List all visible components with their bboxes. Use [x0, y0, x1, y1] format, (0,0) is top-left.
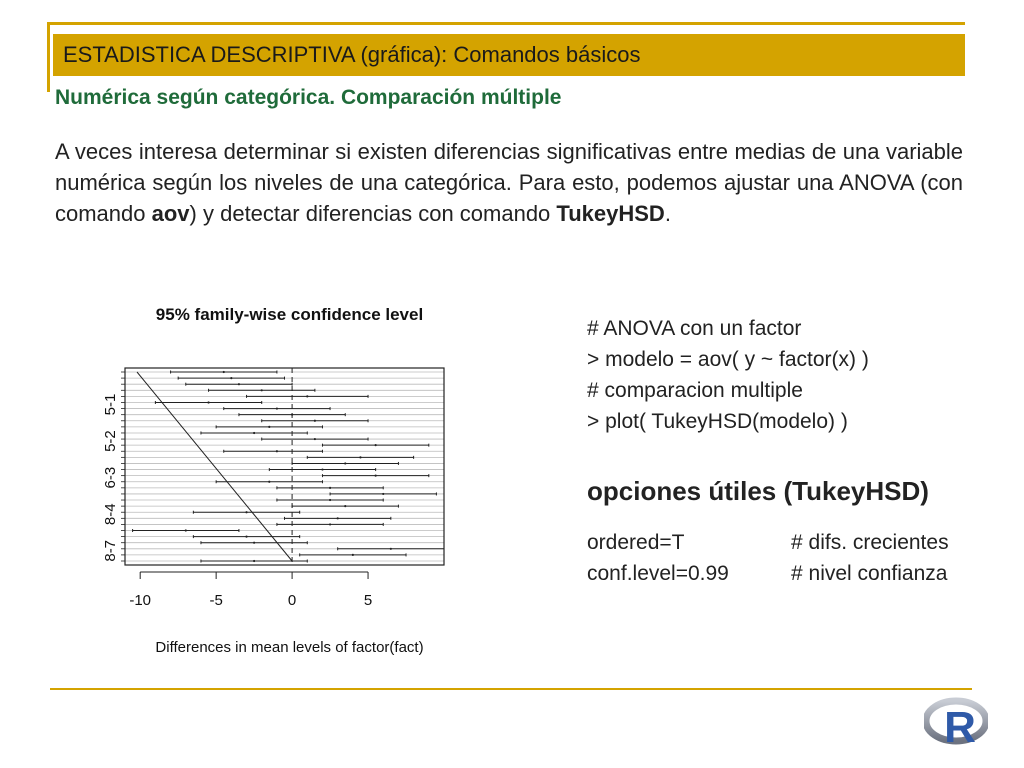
left-rule: [47, 22, 50, 92]
options-list: [587, 527, 949, 589]
interval-center: [375, 475, 377, 477]
x-tick-label: 0: [287, 592, 297, 609]
interval-center: [268, 481, 270, 483]
interval-center: [207, 401, 209, 403]
option-desc: # nivel confianza: [791, 562, 948, 585]
interval-center: [238, 383, 240, 385]
interval-center: [245, 511, 247, 513]
option-row: [587, 558, 949, 589]
y-tick-label: 5-1: [102, 393, 119, 416]
interval-center: [359, 456, 361, 458]
interval-center: [276, 450, 278, 452]
y-tick-label: 5-2: [102, 430, 119, 452]
intro-text-3: .: [664, 201, 671, 226]
section-subtitle: Numérica según categórica. Comparación múltiple: [55, 86, 562, 109]
intro-paragraph: [55, 136, 963, 229]
y-tick-label: 8-7: [102, 539, 119, 562]
interval-center: [253, 542, 255, 544]
x-tick-label: 5: [363, 592, 373, 609]
code-line: > modelo = aov( y ~ factor(x) ): [587, 348, 869, 371]
interval-center: [382, 493, 384, 495]
x-tick-label: -10: [129, 592, 152, 609]
top-rule: [47, 22, 965, 25]
y-tick-label: 6-3: [102, 466, 119, 489]
interval-center: [329, 523, 331, 525]
page-title: ESTADISTICA DESCRIPTIVA (gráfica): Comandos básicos: [63, 42, 641, 67]
diagonal-line: [137, 372, 292, 561]
option-row: [587, 527, 949, 558]
interval-center: [268, 426, 270, 428]
interval-center: [329, 487, 331, 489]
interval-center: [314, 438, 316, 440]
interval-center: [321, 468, 323, 470]
y-tick-label: 8-4: [102, 503, 119, 526]
interval-center: [276, 407, 278, 409]
tukeyhsd-command: TukeyHSD: [556, 201, 665, 226]
interval-center: [261, 389, 263, 391]
chart-title: 95% family-wise confidence level: [155, 305, 424, 324]
code-line: # comparacion multiple: [587, 379, 803, 402]
interval-center: [230, 377, 232, 379]
interval-center: [253, 432, 255, 434]
x-tick-label: -5: [209, 592, 223, 609]
plot-frame: [125, 368, 444, 565]
interval-center: [223, 371, 225, 373]
interval-center: [253, 560, 255, 562]
interval-center: [245, 536, 247, 538]
x-axis-label: Differences in mean levels of factor(fact): [155, 639, 424, 656]
interval-center: [306, 395, 308, 397]
code-line: > plot( TukeyHSD(modelo) ): [587, 410, 848, 433]
options-title: opciones útiles (TukeyHSD): [587, 476, 929, 506]
interval-center: [344, 462, 346, 464]
title-bar: [53, 34, 965, 76]
r-logo-icon: [924, 694, 988, 748]
option-desc: # difs. crecientes: [791, 531, 949, 554]
interval-center: [329, 499, 331, 501]
intro-text-1: A veces interesa determinar si existen diferencias significativas entre medias de una variable numérica según los niveles de una categórica. Para esto, podemos ajustar una ANOVA (con comando: [55, 139, 963, 226]
interval-center: [375, 444, 377, 446]
r-logo-letter: R: [944, 703, 976, 748]
interval-center: [344, 505, 346, 507]
tukey-chart: [95, 295, 475, 665]
interval-center: [291, 414, 293, 416]
option-name: conf.level=0.99: [587, 562, 729, 585]
intro-text-2: ) y detectar diferencias con comando: [189, 201, 557, 226]
option-name: ordered=T: [587, 531, 685, 554]
code-block: [587, 313, 869, 437]
bottom-rule: [50, 688, 972, 690]
interval-center: [337, 517, 339, 519]
interval-center: [314, 420, 316, 422]
code-line: # ANOVA con un factor: [587, 317, 802, 340]
interval-center: [352, 554, 354, 556]
interval-center: [390, 548, 392, 550]
aov-command: aov: [151, 201, 190, 226]
interval-center: [185, 529, 187, 531]
